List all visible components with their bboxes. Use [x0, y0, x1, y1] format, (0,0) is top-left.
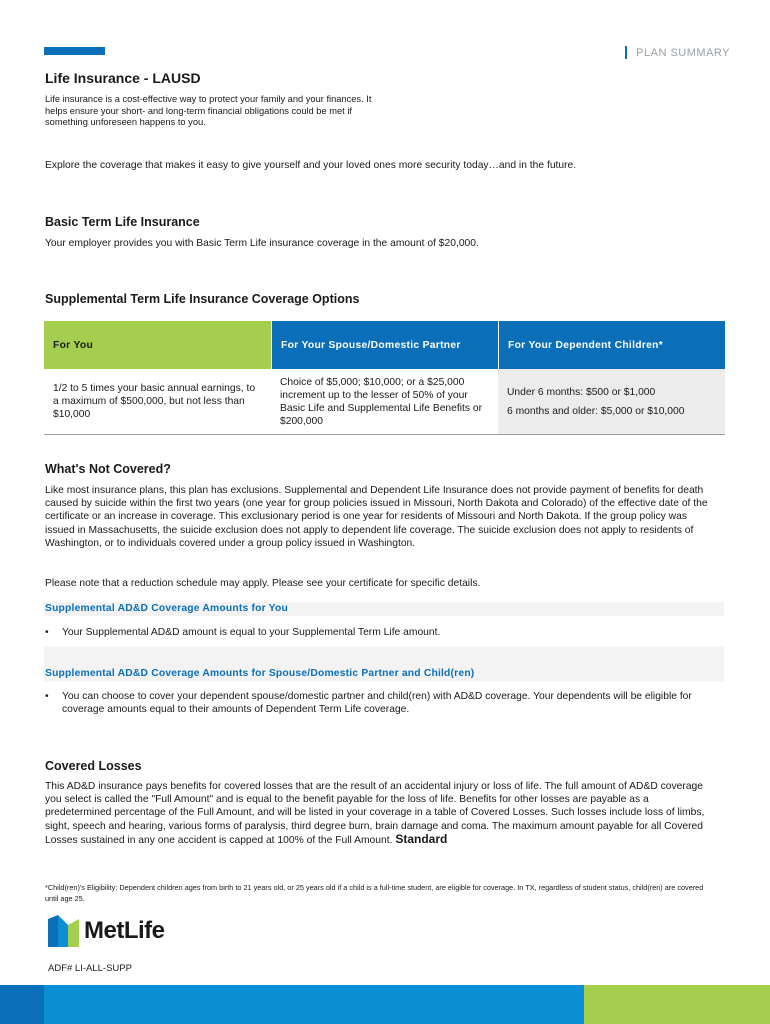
not-covered-heading: What's Not Covered? [45, 462, 171, 476]
cell-you: 1/2 to 5 times your basic annual earnings, to a maximum of $500,000, but not less than $10,000 [44, 369, 271, 434]
coverage-table-row [44, 369, 725, 434]
col-header-children: For Your Dependent Children* [498, 321, 725, 369]
not-covered-text: Like most insurance plans, this plan has exclusions. Supplemental and Dependent Life Insurance does not provide payment of benefits for death caused by suicide within the first two years (one year for group policies issued in Missouri, North Dakota and Colorado) of the effective date of the certificate or an increase in coverage. This exclusionary period is one year for residents of Missouri and North Dakota. If the group policy was issued in Massachusetts, the suicide exclusion does not apply to dependent life coverage. The suicide exclusion does not apply to residents of Washington, or to individuals covered under a group policy issued in Washington. [45, 485, 708, 549]
basic-heading: Basic Term Life Insurance [45, 215, 200, 229]
form-id: ADF# LI-ALL-SUPP [48, 963, 132, 974]
basic-text: Your employer provides you with Basic Term Life insurance coverage in the amount of $20,000. [45, 238, 479, 249]
bullet-dot: • [45, 627, 49, 638]
metlife-m-icon [48, 915, 79, 947]
add-you-label: Supplemental AD&D Coverage Amounts for You [45, 603, 288, 614]
intro-text: Life insurance is a cost-effective way to protect your family and your finances. It helps ensure your short- and long-term financial obligations could be met if something unforeseen happens to you. [45, 94, 372, 127]
children-under-6: Under 6 months: $500 or $1,000 [507, 386, 656, 398]
plan-summary-tick [625, 46, 627, 59]
cell-children [498, 369, 725, 434]
coverage-table-header [44, 321, 725, 369]
coverage-table [44, 321, 725, 435]
bullet-dot: • [45, 691, 49, 702]
top-accent-bar [44, 47, 105, 55]
plan-summary-label [625, 46, 730, 59]
metlife-logo [48, 915, 165, 947]
add-you-bullet: • Your Supplemental AD&D amount is equal to your Supplemental Term Life amount. [45, 627, 441, 638]
standard-label: Standard [395, 831, 448, 846]
page-title: Life Insurance - LAUSD [45, 70, 201, 86]
reduction-note: Please note that a reduction schedule may apply. Please see your certificate for specific details. [45, 578, 481, 589]
footer-dark-blue-band [0, 985, 44, 1024]
footer-green-band [584, 985, 770, 1024]
plan-summary-text: PLAN SUMMARY [636, 46, 730, 59]
cell-spouse: Choice of $5,000; $10,000; or a $25,000 increment up to the lesser of 50% of your Basic Life and Supplemental Life Benefits or $200,000 [271, 369, 498, 434]
covered-losses-text: This AD&D insurance pays benefits for covered losses that are the result of an accidental injury or loss of life. The full amount of AD&D coverage you select is called the "Full Amount" and is equal to the benefit payable for the loss of life. Benefits for other losses are payable as a predetermined percentage of the Full Amount, and will be listed in your coverage in a table of Covered Losses. Such losses include loss of limbs, sight, speech and hearing, various forms of paralysis, third degree burn, brain damage and coma. The maximum amount payable for all Covered Losses sustained in any one accident is capped at 100% of the Full Amount. Standard [45, 781, 705, 846]
col-header-you: For You [44, 321, 271, 369]
add-dep-bullet: • You can choose to cover your dependent spouse/domestic partner and child(ren) with AD&D coverage. Your dependents will be eligible for coverage amounts equal to their amounts of Dependent Term Life coverage. [45, 691, 692, 716]
eligibility-footnote: *Child(ren)'s Eligibility: Dependent children ages from birth to 21 years old, or 25 years old if a child is a full-time student, are eligible for coverage. In TX, regardless of student status, child(ren) are covered until age 25. [45, 883, 704, 903]
children-6-plus: 6 months and older: $5,000 or $10,000 [507, 405, 685, 417]
metlife-wordmark: MetLife [84, 917, 165, 944]
add-dep-label: Supplemental AD&D Coverage Amounts for Spouse/Domestic Partner and Child(ren) [45, 668, 475, 679]
explore-text: Explore the coverage that makes it easy to give yourself and your loved ones more security today…and in the future. [45, 160, 577, 171]
covered-losses-heading: Covered Losses [45, 759, 142, 773]
col-header-spouse: For Your Spouse/Domestic Partner [271, 321, 498, 369]
supplemental-heading: Supplemental Term Life Insurance Coverage Options [45, 292, 360, 306]
footer-blue-band [0, 985, 584, 1024]
